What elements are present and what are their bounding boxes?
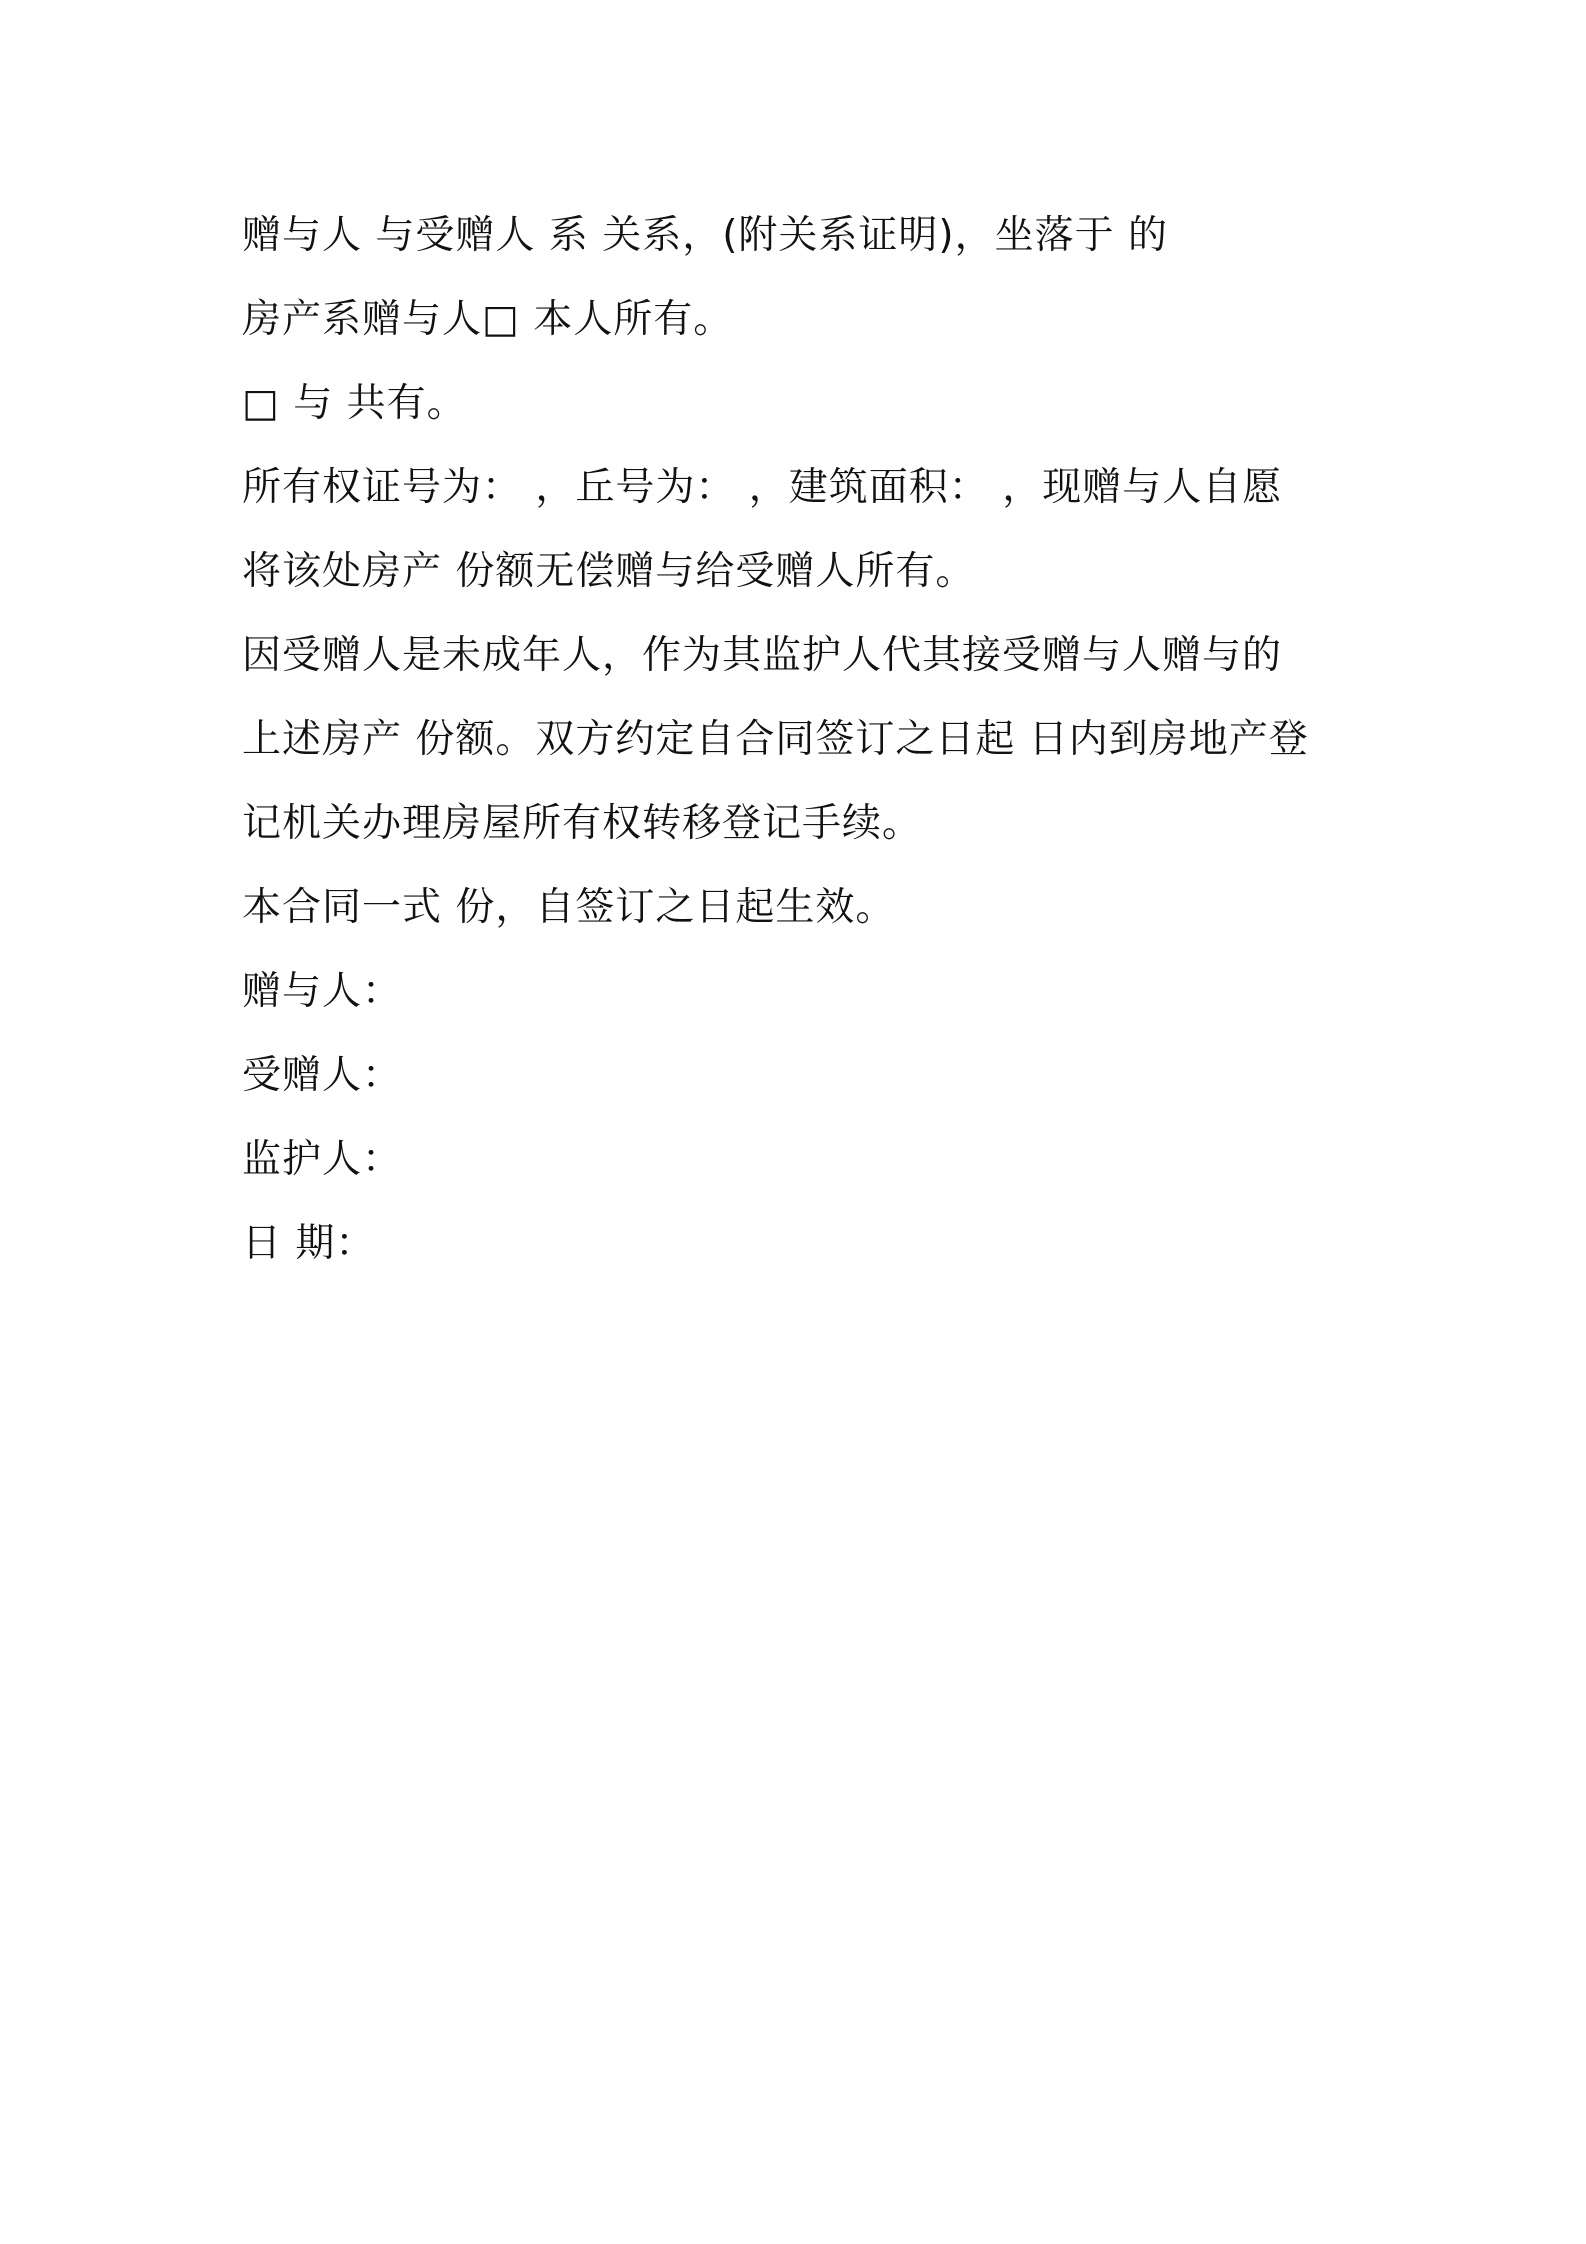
contract-line-9: 本合同一式 份，自签订之日起生效。 xyxy=(242,885,896,930)
contract-line-3: □ 与 共有。 xyxy=(242,381,467,426)
guardian-signature-label: 监护人： xyxy=(242,1137,403,1182)
contract-line-8: 记机关办理房屋所有权转移登记手续。 xyxy=(242,801,923,846)
contract-line-2: 房产系赠与人□ 本人所有。 xyxy=(242,297,734,342)
contract-line-5: 将该处房产 份额无偿赠与给受赠人所有。 xyxy=(242,549,976,594)
donor-signature-label: 赠与人： xyxy=(242,969,403,1014)
contract-line-7: 上述房产 份额。双方约定自合同签订之日起 日内到房地产登 xyxy=(242,717,1309,762)
contract-line-1: 赠与人 与受赠人 系 关系，(附关系证明)，坐落于 的 xyxy=(242,213,1169,258)
contract-line-6: 因受赠人是未成年人，作为其监护人代其接受赠与人赠与的 xyxy=(242,633,1283,678)
date-label: 日 期： xyxy=(242,1221,376,1266)
contract-line-4: 所有权证号为： ，丘号为： ，建筑面积： ，现赠与人自愿 xyxy=(242,465,1283,510)
contract-body xyxy=(242,194,1362,1286)
donee-signature-label: 受赠人： xyxy=(242,1053,403,1098)
